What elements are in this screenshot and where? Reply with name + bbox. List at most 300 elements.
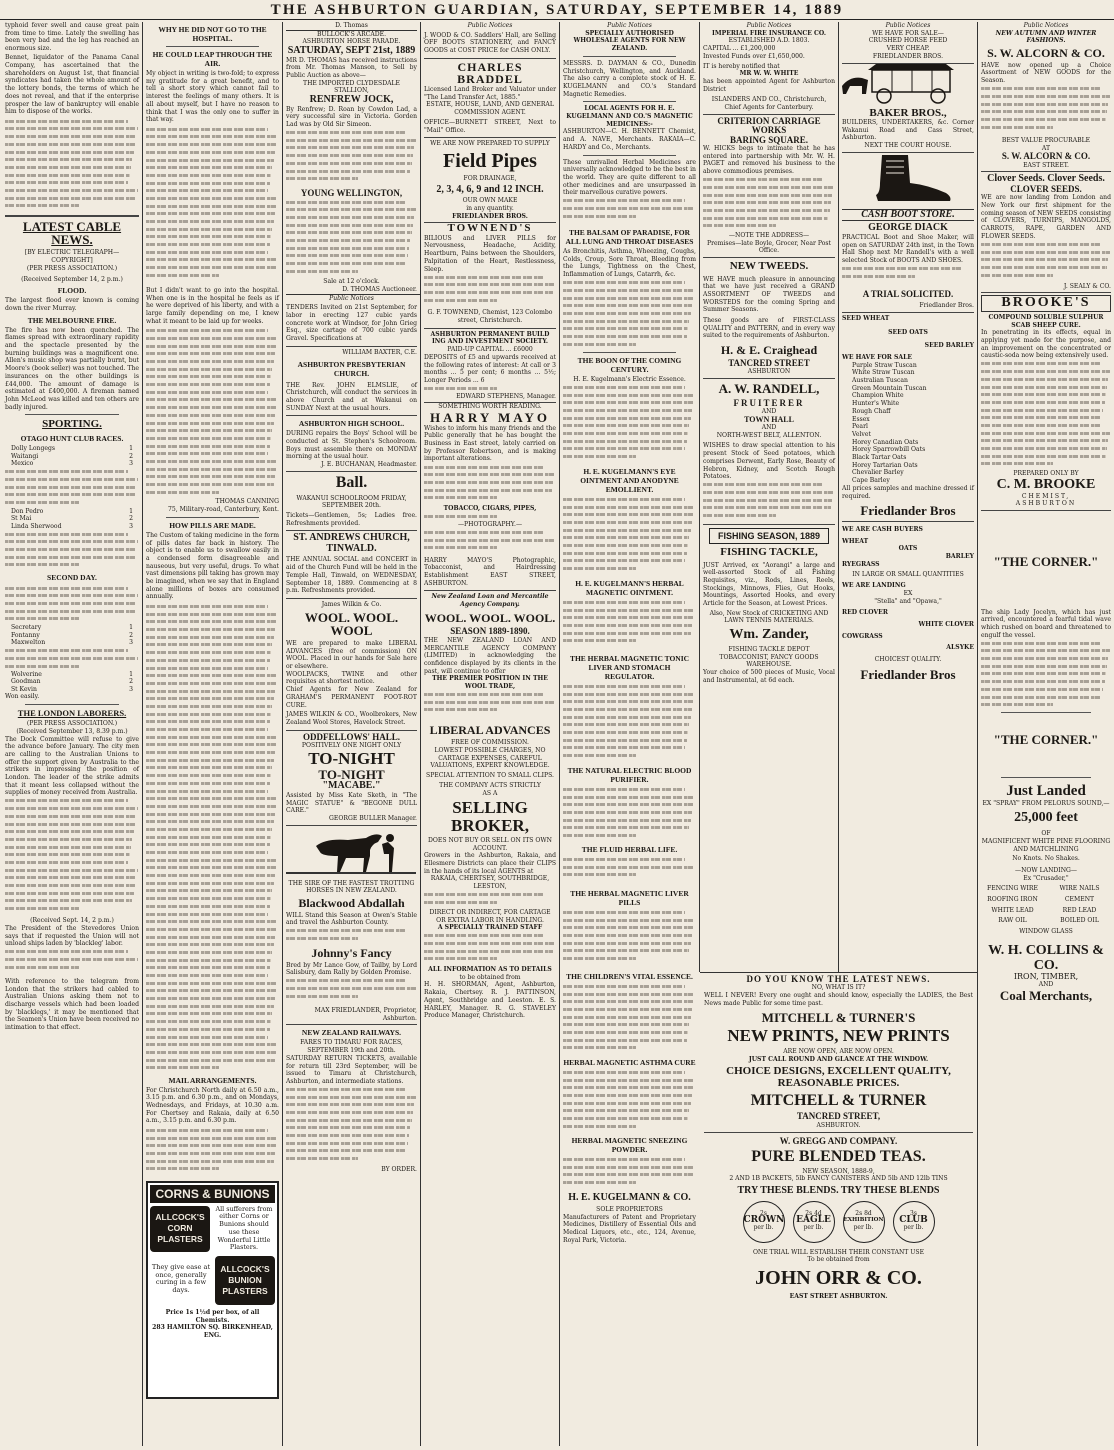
article-filler	[842, 265, 974, 287]
corner-title: "THE CORNER."	[993, 553, 1099, 569]
one-night: POSITIVELY ONE NIGHT ONLY	[301, 742, 402, 750]
notices-heading: Public Notices	[1023, 22, 1069, 29]
fire-text: The fire has now been quenched. The flames spread with extraordinary rapidity and the spectacle presented by the burning buildings was a magnificent one. Allen's music shop was partially burnt, but Moore's (book seller) was not touched. The insurances on the other buildings is £44,000. The amount of damage is estimated at £400,000. A fireman named John McLeod was killed and ten others are badly injured.	[5, 326, 139, 411]
white-clover: WHITE CLOVER	[918, 620, 974, 628]
article-filler	[981, 360, 1111, 470]
balsam-text: As Bronchitis, Asthma, Wheezing, Coughs, Colds, Croup, Sore Throat, Bleeding from the Lungs, Tightness on the Chest, Inflammation of Lungs, Catarrh, &c.	[563, 248, 696, 279]
direct-line: DIRECT OR INDIRECT, FOR CARTAGE OR EXTRA LABOR IN HANDLING.	[429, 908, 551, 924]
samples-line: All prices samples and machine dressed if required.	[842, 484, 974, 500]
pure-teas: PURE BLENDED TEAS.	[751, 1147, 926, 1165]
melbourne-text: The President of the Stevedores Union says that if requested the Union will not unload ships laden by 'blackleg' labor.	[5, 924, 139, 948]
horse-illustration	[286, 826, 416, 876]
list-item: WIRE NAILS	[1059, 885, 1100, 893]
new-address: —NOTE THE ADDRESS—	[728, 231, 810, 239]
sale-date: SATURDAY, SEPT 21st, 1889	[287, 45, 416, 57]
autumn-fashions: NEW AUTUMN AND WINTER FASHIONS.	[995, 29, 1097, 45]
knots-line: No Knots. No Shakes.	[1012, 855, 1080, 863]
friedlander-sign: Friedlander Bros	[842, 504, 974, 522]
call-line: JUST CALL ROUND AND GLANCE AT THE WINDOW.	[748, 1055, 929, 1063]
what-line: NO, WHAT IS IT?	[811, 984, 866, 992]
now-landing: —NOW LANDING—	[1015, 866, 1077, 874]
newspaper-title: THE ASHBURTON GUARDIAN, SATURDAY, SEPTEMBER 14, 1889	[270, 2, 844, 18]
ball-title: Ball.	[335, 473, 368, 491]
agency-line: (PER PRESS ASSOCIATION.)	[26, 264, 118, 272]
church-heading: ASHBURTON PRESBYTERIAN CHURCH.	[297, 359, 406, 378]
cure-text: They give ease at once, generally curing in a few days.	[151, 1262, 211, 1295]
imperial-title: IMPERIAL FIRE INSURANCE CO.	[712, 29, 826, 37]
article-paragraph: Bennet, liquidator of the Panama Canal Company, has ascertained that the shareholders on August 1st, that financial syndicates had taken the whole amount of the lottery bonds, the terms of which he does not reveal, and that if the enterprise prosper the law of bankruptcy will enable him to dispose of the works.	[5, 54, 139, 116]
townend-title: TOWNEND'S	[447, 222, 533, 235]
invested: Invested Funds over £1,650,000.	[703, 52, 805, 60]
auctioneer: D. THOMAS Auctioneer.	[342, 285, 417, 293]
article-filler	[563, 983, 696, 1055]
article-filler	[563, 786, 696, 842]
list-item: CEMENT	[1064, 896, 1095, 904]
coal-line: Coal Merchants,	[999, 987, 1093, 1003]
article-filler	[563, 599, 696, 651]
article-filler	[5, 584, 139, 624]
list-item: Pearl	[852, 423, 868, 431]
chemist-line: CHEMIST,	[1021, 492, 1071, 500]
electric-heading: THE BOON OF THE COMING CENTURY.	[577, 355, 682, 374]
cash-boot-banner: CASH BOOT STORE.	[842, 209, 974, 222]
tweeds-title: NEW TWEEDS.	[729, 259, 809, 272]
tea-badge: 2s CROWN per lb.	[743, 1201, 785, 1243]
article-filler	[981, 241, 1111, 283]
signoff-address: 75, Military-road, Canterbury, Kent.	[168, 506, 279, 514]
does-not-line: DOES NOT BUY OR SELL ON ITS OWN ACCOUNT.	[428, 836, 552, 852]
article-filler	[5, 948, 139, 978]
tender-sign: WILLIAM BAXTER, C.E.	[342, 348, 417, 356]
notices-heading: Public Notices	[329, 294, 374, 302]
pipe-sizes: 2, 3, 4, 6, 9 and 12 INCH.	[436, 183, 544, 195]
list-item: Rough Chaff	[852, 407, 891, 415]
list-item: Velvet	[852, 430, 871, 438]
ashburton-line: ASHBURTON.	[704, 1122, 973, 1134]
stephens-sign: EDWARD STEPHENS, Manager.	[424, 393, 556, 404]
divider	[583, 101, 676, 102]
article-filler	[981, 639, 1111, 709]
baring-square: BARING SQUARE.	[729, 134, 808, 145]
premier-line: THE PREMIER POSITION IN THE WOOL TRADE,	[432, 675, 548, 691]
spray-line: EX "SPRAY" FROM PELORUS SOUND,—	[982, 799, 1110, 807]
brooke-title: BROOKE'S	[981, 295, 1111, 312]
liberal-title: LIBERAL ADVANCES	[429, 722, 551, 737]
bunion-plasters-label: ALLCOCK'S BUNION PLASTERS	[215, 1256, 275, 1305]
race-row: Waitangi 2	[11, 452, 133, 460]
abdallah-title: Blackwood Abdallah	[298, 896, 405, 911]
race-row: Don Pedro 1	[11, 507, 133, 515]
sporting-heading: SPORTING.	[42, 418, 102, 431]
article-filler	[424, 529, 556, 555]
article-filler	[424, 891, 556, 909]
sneezing-heading: HERBAL MAGNETIC SNEEZING POWDER.	[571, 1135, 688, 1154]
ex-label: EX	[903, 589, 913, 597]
attention-line: SPECIAL ATTENTION TO SMALL CLIPS.	[426, 772, 554, 780]
lowest-line: LOWEST POSSIBLE CHARGES, NO CARTAGE EXPENSES, CAREFUL VALUATIONS, EXPERT KNOWLEDGE.	[430, 747, 550, 770]
loan-text: THE NEW ZEALAND LOAN AND MERCANTILE AGENCY COMPANY (LIMITED) in acknowledging the confidence displayed by its clients in the past, will continue to offer	[424, 636, 556, 675]
signoff: THOMAS CANNING	[215, 498, 279, 506]
list-item: Australian Tuscan	[852, 377, 908, 385]
drainage: FOR DRAINAGE,	[463, 174, 517, 182]
race-row: Goodman 2	[11, 678, 133, 686]
column-features	[143, 22, 282, 1446]
of-label: OF	[1041, 830, 1051, 838]
cm-brooke: C. M. BROOKE	[996, 476, 1096, 492]
white-name: MR W. W. WHITE	[739, 70, 799, 78]
townend-text: BILIOUS and LIVER PILLS for Nervousness, Headache, Acidity, Heartburn, Pains between the Shoulders, Palpitation of the Heart, Restlessness, Sleep.	[424, 234, 556, 273]
acts-line: THE COMPANY ACTS STRICTLY	[439, 781, 541, 789]
wood-ad: J. WOOD & CO. Saddlers' Hall, are Selling OFF BOOTS STATIONERY, and FANCY GOODS at COST PRICE for CASH ONLY.	[424, 30, 556, 59]
received-line: (Received September 13, 8.39 p.m.)	[16, 727, 128, 735]
capital: CAPITAL ... £1,200,000	[703, 45, 776, 53]
fishing-text: JUST Arrived, ex "Aorangi" a large and well-assorted Stock of all Fishing Requisites, viz., Rods, Lines, Reels, Stockings, Minnows, Flies, Gut Hooks, Mountings, Assorted Hooks, and every Article for the Season, at Lowest Prices.	[703, 561, 835, 608]
divider	[5, 215, 139, 217]
race-row: St Mai 2	[11, 515, 133, 523]
divider	[25, 704, 119, 705]
just-landed: Just Landed	[1006, 783, 1086, 800]
column-trades	[700, 22, 838, 970]
baker-text: BUILDERS, UNDERTAKERS, &c. Corner Wakanui Road and Cass Street, Ashburton.	[842, 119, 974, 142]
church-text: THE Rev. JOHN ELMSLIE, of Christchurch, will conduct the services in above Church and at Wakanui on SUNDAY Next at the usual hours.	[286, 380, 417, 417]
well-text: WELL I NEVER! Every one ought and should know, especially the LADIES, the Best News made Public for some time past.	[704, 992, 973, 1007]
article-filler	[563, 683, 696, 763]
randell-name: A. W. RANDELL,	[718, 380, 820, 396]
capital-line: PAID-UP CAPITAL ... £6000	[447, 346, 533, 354]
article-filler	[5, 117, 139, 212]
eye-heading: H. E. KUGELMANN'S EYE OINTMENT AND ANODYNE EMOLLIENT.	[580, 466, 679, 494]
boot-illustration	[842, 153, 974, 205]
renfrew-text: By Renfrew; D. Roan by Cowdon Lad, a very successful sire in Victoria. Gorden Lad was by Old Sir Simeon.	[286, 105, 417, 129]
seed-wheat: SEED WHEAT	[842, 314, 890, 322]
terms: Sale at 12 o'clock.	[323, 278, 380, 286]
corner-text: The ship Lady Jocelyn, which has just arrived, encountered a fearful tidal wave which rushed on board and threatened to engulf the vessel.	[981, 608, 1111, 639]
article-filler	[563, 384, 696, 464]
agency-line: (PER PRESS ASSOCIATION.)	[26, 720, 118, 728]
next-court: NEXT THE COURT HOUSE.	[842, 142, 974, 153]
choice-line: CHOICE DESIGNS, EXCELLENT QUALITY, REASONABLE PRICES.	[726, 1065, 951, 1089]
fares-text: SATURDAY RETURN TICKETS, available for return till 23rd September, will be issued to Timaru at Christchurch, Ashburton, and intermediate stations.	[286, 1054, 417, 1085]
white-text: has been appointed Agent for Ashburton District	[703, 77, 835, 93]
corn-plasters-label: ALLCOCK'S CORN PLASTERS	[150, 1206, 210, 1252]
received-line: (Received Sept. 14, 2 p.m.)	[30, 917, 114, 925]
list-item: RAW OIL	[998, 917, 1027, 925]
railways-heading: NEW ZEALAND RAILWAYS.	[301, 1028, 402, 1038]
season-line: NEW SEASON, 1888-9,	[802, 1167, 875, 1175]
thomas-text: MR D. THOMAS has received instructions from Mr. Thomas Manson, to Sell by Public Auction as above—	[286, 56, 417, 80]
agents-list: H. H. SHORMAN, Agent, Ashburton, Rakaia, Chertsey. R. J. PATTINSON, Agent, Southbridge and Leeston. E. S. HARLEY, Manager. R. G. STAVELEY Produce Manager, Christchurch.	[424, 981, 556, 1020]
article-filler	[146, 125, 279, 285]
wool-title: WOOL. WOOL. WOOL	[304, 609, 399, 639]
zander-name: Wm. Zander,	[729, 627, 809, 643]
tancred-street: TANCRED STREET	[728, 357, 810, 368]
mayo-title: HARRY MAYO	[430, 410, 550, 426]
article-filler	[424, 463, 556, 505]
race-row: Secretary 1	[11, 624, 133, 632]
info-line: ALL INFORMATION AS TO DETAILS	[428, 966, 552, 973]
local-agents-heading: LOCAL AGENTS FOR H. E. KUGELMANN AND CO.'S MAGNETIC MEDICINES:-	[566, 105, 693, 128]
cricket-line: Also, New Stock of CRICKETING AND LAWN TENNIS MATERIALS.	[709, 609, 829, 625]
kugelmann-name: H. E. KUGELMANN & CO.	[568, 1191, 691, 1203]
photo-line: —PHOTOGRAPHY.—	[457, 520, 523, 528]
notices-heading: Public Notices	[746, 22, 792, 29]
selling-title: SELLING BROKER,	[451, 798, 529, 836]
school-text: DURING repairs the Boys' School will be conducted at St. Stephen's Schoolroom. Boys must assemble there on MONDAY morning at the usual hour.	[286, 430, 417, 461]
article-filler	[286, 129, 417, 189]
and-label: AND	[761, 407, 777, 415]
and-label: AND	[761, 424, 777, 432]
tonight-title: TO-NIGHT	[308, 748, 395, 768]
prepared-line: PREPARED ONLY BY	[1013, 470, 1079, 478]
mail-text: For Christchurch North daily at 6.50 a.m., 3.15 p.m. and 6.30 p.m., and on Mondays, Wednesdays, and Fridays, at 10.30 a.m. For Chertsey and Rakaia, daily at 6.50 a.m., 3.15 p.m. and 6.30 p.m.	[146, 1086, 279, 1125]
barley-label: BARLEY	[945, 553, 974, 561]
diack-name: GEORGE DIACK	[868, 222, 948, 234]
headline-cable-news: LATEST CABLE NEWS.	[22, 219, 122, 248]
wheat-label: WHEAT	[842, 537, 869, 545]
field-pipes-title: Field Pipes	[443, 149, 537, 172]
article-paragraph: typhoid fever swell and cause great pain from time to time. Lately the swelling has been very bad and the leg has reached an enormous size.	[5, 22, 139, 53]
tonight-title: TO-NIGHT	[318, 766, 385, 782]
won-easily: Won easily.	[5, 693, 40, 701]
article-filler	[424, 932, 556, 966]
tea-badge: 2s 8d EXHIBITION per lb.	[843, 1201, 885, 1243]
alsyke: ALSYKE	[946, 644, 974, 652]
macabe-title: "MACABE."	[322, 780, 381, 792]
quantity: in any quantity.	[466, 204, 514, 212]
iron-line: IRON, TIMBER,	[1013, 972, 1079, 982]
hearse-illustration	[842, 64, 974, 104]
church-title: ST. ANDREWS CHURCH, TINWALD.	[293, 532, 410, 554]
race-row: Maxwelton 3	[11, 639, 133, 647]
article-filler	[563, 909, 696, 969]
article-filler	[424, 513, 556, 521]
free-line: FREE OF COMMISSION.	[451, 739, 529, 747]
divider	[286, 294, 420, 295]
essence-line: H. E. Kugelmann's Electric Essence.	[573, 375, 686, 383]
list-item: Horey Canadian Oats	[852, 438, 919, 446]
divider	[166, 517, 259, 518]
balsam-heading: THE BALSAM OF PARADISE, FOR ALL LUNG AND THROAT DISEASES	[565, 228, 694, 247]
hicks-text: W. HICKS begs to intimate that he has entered into partnership with Mr. W. H. PAGET and removed his business to the above commodious premises.	[703, 145, 835, 176]
hall-title: ODDFELLOWS' HALL.	[302, 731, 401, 742]
concert-text: THE ANNUAL SOCIAL and CONCERT in aid of the Church Fund will be held in the Temple Hall, Tinwald, on WEDNESDAY, September 18, 1889. Commencing at 8 p.m. Refreshments provided.	[286, 554, 417, 599]
list-item: FENCING WIRE	[987, 885, 1038, 893]
places-line: RAKAIA, CHERTSEY, SOUTHBRIDGE, LEESTON,	[430, 875, 550, 891]
mail-heading: MAIL ARRANGEMENTS.	[168, 1075, 257, 1085]
divider	[583, 352, 676, 353]
list-item: Black Tartar Oats	[852, 454, 907, 462]
list-item: Chevalier Barley	[852, 469, 904, 477]
ryegrass-label: RYEGRASS	[842, 560, 880, 568]
list-item: WHITE LEAD	[991, 906, 1034, 914]
order-line: BY ORDER.	[381, 1165, 417, 1173]
address-text: Manufacturers of Patent and Proprietary Medicines, Distillery of Essential Oils and Medical Liquors, etc., etc., 124, Avenue, Royal Park, Victoria.	[563, 1213, 696, 1244]
ball-tickets: Tickets—Gentlemen, 5s; Ladies free. Refreshments provided.	[286, 510, 417, 531]
tobacco-line: TOBACCO, CIGARS, PIPES,	[443, 505, 537, 513]
choicest: CHOICEST QUALITY.	[874, 656, 942, 664]
flood-heading: FLOOD.	[57, 286, 87, 296]
own-make: OUR OWN MAKE	[462, 197, 518, 205]
story-paragraph: My object in writing is two-fold; to express my gratitude for a great benefit, and to tell a short story which cannot fail to interest the feelings of many others. It is all about myself, but I have no reason to think that I was the only one to suffer in that way.	[146, 70, 279, 124]
tea-badge: 2s 4d EAGLE per lb.	[793, 1201, 835, 1243]
friedlander-sign: Friedlander Bros	[860, 666, 956, 682]
mayo-heading: SOMETHING WORTH READING.	[438, 403, 542, 411]
friedlander-sign: FRIEDLANDER BROS.	[424, 213, 556, 224]
race-row: Fontanny 2	[11, 631, 133, 639]
friedlander-sign: Friedlander Bros.	[842, 302, 974, 313]
tea-badges	[704, 1201, 973, 1243]
article-filler	[563, 856, 696, 886]
new-address-detail: Premises—late Boyle, Grocer, Near Post Office.	[703, 240, 835, 258]
max-sign: MAX FRIEDLANDER, Proprietor, Ashburton.	[286, 1007, 417, 1025]
maker-line: 283 HAMILTON SQ. BIRKENHEAD, ENG.	[152, 1324, 273, 1340]
article-filler	[286, 1086, 417, 1166]
sire-text: THE SIRE OF THE FASTEST TROTTING HORSES IN NEW ZEALAND.	[288, 879, 415, 895]
chief-agents: Chief Agents for Canterbury.	[703, 104, 835, 115]
race-row: Wolverine 1	[11, 670, 133, 678]
ashburton-line: ASHBURTON	[981, 500, 1111, 511]
pills-text: The Custom of taking medicine in the form of pills dates far back in history. The object is to enable us to swallow easily in a condensed form disagreeable and nauseous, but very useful, drugs. To what vast dimensions pill taking has grown may be imagined, when we say that in England alone millions of boxes are consumed annually.	[146, 531, 279, 601]
article-filler	[5, 797, 139, 917]
article-filler	[981, 85, 1111, 137]
notices-heading: Public Notices	[467, 22, 513, 29]
friedlander-sign: FRIEDLANDER BROS.	[842, 53, 974, 64]
macabe-text: Assisted by Miss Kate Sketh, in "The MAGIC STATUE" & "BEGONE DULL CARE."	[286, 791, 417, 815]
fares-line: FARES TO TIMARU FOR RACES, SEPTEMBER 19th and 20th.	[300, 1039, 403, 1055]
wholesale-agents: SPECIALLY AUTHORISED WHOLESALE AGENTS FOR NEW ZEALAND.	[573, 29, 686, 53]
staff-line: A SPECIALLY TRAINED STAFF	[437, 924, 543, 932]
wool-text: WE are prepared to make LIBERAL ADVANCES (free of commission) ON WOOL. Placed in our hands for Sale here or elsewhere.	[286, 639, 417, 671]
article-filler	[563, 279, 696, 349]
race-row: Linda Sherwood 3	[11, 522, 133, 530]
race-results	[5, 624, 139, 647]
magnetic-text: These unrivalled Herbal Medicines are universally acknowledged to be the best in the world. They are quite different to all other medicines and are unsurpassed in their marvellous curative powers.	[563, 158, 696, 197]
estate-line: ESTATE, HOUSE, LAND, AND GENERAL COMMISSION AGENT.	[426, 101, 554, 117]
wheat-sale: WE HAVE FOR SALE	[842, 353, 913, 361]
growers-text: Growers in the Ashburton, Rakaia, and Ellesmere Districts can place their CLIPS in the hands of its local AGENTS at	[424, 852, 556, 875]
race-row: St Kevin 3	[11, 685, 133, 693]
school-heading: ASHBURTON HIGH SCHOOL.	[298, 419, 405, 429]
cheap-line: VERY CHEAP.	[886, 45, 930, 53]
varieties-list	[842, 362, 974, 485]
hardware-list	[981, 885, 1111, 925]
race-row: Mexico 3	[11, 460, 133, 468]
craighead-name: H. & E. Craighead	[720, 343, 818, 358]
column-alcorn	[978, 22, 1114, 1446]
open-line: ARE NOW OPEN, ARE NOW OPEN.	[783, 1048, 894, 1056]
article-filler	[424, 273, 556, 307]
north-west: NORTH-WEST BELT, ALLENTON.	[716, 431, 822, 439]
school-sign: J. E. BUCHANAN, Headmaster.	[286, 461, 417, 472]
proprietors-line: SOLE PROPRIETORS	[596, 1206, 663, 1214]
townend-sign: G. F. TOWNEND, Chemist, 123 Colombo street, Christchurch.	[424, 307, 556, 328]
corns-text: All sufferers from either Corns or Bunions should use these Wonderful Little Plasters.	[215, 1204, 273, 1252]
tea-badge: 3s CLUB per lb.	[893, 1201, 935, 1243]
wilkin-sign: JAMES WILKIN & CO., Woolbrokers, New Zealand Wool Stores, Havelock Street.	[286, 709, 417, 730]
article-filler	[424, 691, 556, 721]
list-item: WINDOW GLASS	[1019, 928, 1073, 936]
race-row: Dolly Longegs 1	[11, 445, 133, 453]
list-item: White Straw Tuscan	[852, 369, 915, 377]
east-street: EAST STREET.	[981, 162, 1111, 173]
horse-feed: CRUSHED HORSE FEED	[868, 37, 948, 45]
obtained-line: To be obtained from	[807, 1256, 870, 1264]
spacer	[981, 511, 1111, 549]
article-filler	[146, 1127, 279, 1179]
hair-heading: THE FLUID HERBAL LIFE.	[581, 844, 678, 854]
laborers-text: The Dock Committee will refuse to give the advance before January. The city men are calling to the Australian Unions to offer the support given by Australia to the strikers in impressing the position of London. The leader of the strike admits that it meant less collapsed without the supplies of money received from Australia.	[5, 735, 139, 797]
asthma-heading: HERBAL MAGNETIC ASTHMA CURE	[563, 1057, 696, 1067]
received-line: (Received September 14, 2 p.m.)	[21, 275, 123, 283]
zander-music: Your choice of 500 pieces of Music, Vocal and Instrumental, at 6d each.	[703, 668, 835, 684]
as-a: AS A	[482, 789, 498, 797]
cash-buyers: WE ARE CASH BUYERS	[842, 525, 923, 533]
race-results	[5, 445, 139, 468]
list-item: RED LEAD	[1062, 906, 1097, 914]
price-line: Price 1s 1½d per box, of all Chemists.	[165, 1308, 260, 1324]
column-friedlander	[839, 22, 977, 970]
flood-text: The largest flood ever known is coming down the river Murray.	[5, 297, 139, 312]
collins-name: W. H. COLLINS & CO.	[988, 942, 1104, 973]
article-filler	[146, 603, 279, 1073]
masthead	[0, 0, 1114, 20]
article-filler	[563, 1069, 696, 1133]
diack-text: PRACTICAL Boot and Shoe Maker, will open on SATURDAY 24th inst, in the Town Hall Shop next Mr Randell's with a well selected Stock of BOOTS AND SHOES.	[842, 233, 974, 264]
divider	[25, 414, 119, 415]
list-item: Essex	[852, 415, 870, 423]
allcocks-ad	[146, 1181, 279, 1399]
column-kugelmann	[560, 22, 699, 1446]
field-pipes-intro: WE ARE NOW PREPARED TO SUPPLY	[430, 140, 550, 148]
alcorn-text: HAVE now opened up a Choice Assortment of NEW GOODS for the Season.	[981, 61, 1111, 85]
article-filler	[563, 496, 696, 576]
gregg-name: W. GREGG AND COMPANY.	[779, 1136, 898, 1147]
mayo-sign: HARRY MAYO'S Photographic, Tobacconist, and Hairdressing Establishment EAST STREET, ASHBURTON.	[424, 555, 556, 592]
races-heading: OTAGO HUNT CLUB RACES.	[20, 434, 124, 444]
trial-line: ONE TRIAL WILL ESTABLISH THEIR CONSTANT USE	[752, 1248, 925, 1256]
divider	[1001, 712, 1091, 713]
dayman-text: MESSRS. D. DAYMAN & CO., Dunedin Christchurch, Wellington, and Auckland. The also carry a complete stock of H. E. KUGELMANN and CO.'s Standard Magnetic Remedies.	[563, 59, 696, 98]
fruiterer-label: FRUITERER	[733, 397, 805, 408]
red-clover: RED CLOVER	[842, 609, 888, 617]
building-society: ASHBURTON PERMANENT BUILD ING AND INVESTMENT SOCIETY.	[430, 330, 550, 346]
fire-heading: THE MELBOURNE FIRE.	[27, 315, 117, 325]
article-filler	[286, 927, 417, 945]
story-paragraph: But I didn't want to go into the hospital. When one is in the hospital he feels as if he were deprived of his liberty, and with a large family depending on me, I knew what it meant to be laid up for weeks.	[146, 286, 279, 325]
ashburton-line: ASHBURTON	[703, 368, 835, 379]
article-filler	[563, 197, 696, 225]
copyright-line: [BY ELECTRIC TELEGRAPH—COPYRIGHT]	[24, 249, 120, 265]
divider	[1001, 777, 1091, 778]
leap-heading: HE COULD LEAP THROUGH THE AIR.	[152, 50, 273, 68]
fishing-banner: FISHING SEASON, 1889	[709, 528, 829, 544]
seed-barley: SEED BARLEY	[924, 342, 974, 350]
mayo-text: Wishes to inform his many friends and the Public generally that he has bought the Business in East street, lately carried on by Professor Robertson, and is making important alterations.	[424, 424, 556, 463]
clover-title: Clover Seeds. Clover Seeds.	[987, 173, 1105, 185]
column-notices	[421, 22, 559, 1446]
islanders: ISLANDERS AND CO., Christchurch,	[711, 96, 827, 104]
sealy-sign: J. SEALY & CO.	[981, 283, 1111, 294]
landing-line: WE ARE LANDING	[842, 582, 906, 590]
randell-text: WISHES to draw special attention to his present Stock of Seed potatoes, which comprises Derwent, Early Rose, Beauty of Hebron, Kidney, and Scotch Rough Potatoes.	[703, 442, 835, 481]
obtained-line: to be obtained from	[459, 973, 521, 981]
orr-name: JOHN ORR & CO.	[755, 1267, 922, 1290]
tenders-ad: TENDERS Invited on 21st September, for labor in erecting 127 cubic yards concrete work at Windsor, for John Grieg Esq., size cartage of 700 cubic yards Gravel. Specifications at	[286, 302, 417, 347]
mitchell-name: MITCHELL & TURNER	[750, 1091, 927, 1109]
notify-line: IT is hereby notified that	[703, 62, 780, 70]
article-filler	[146, 327, 279, 497]
list-item: Hunter's White	[852, 400, 900, 408]
